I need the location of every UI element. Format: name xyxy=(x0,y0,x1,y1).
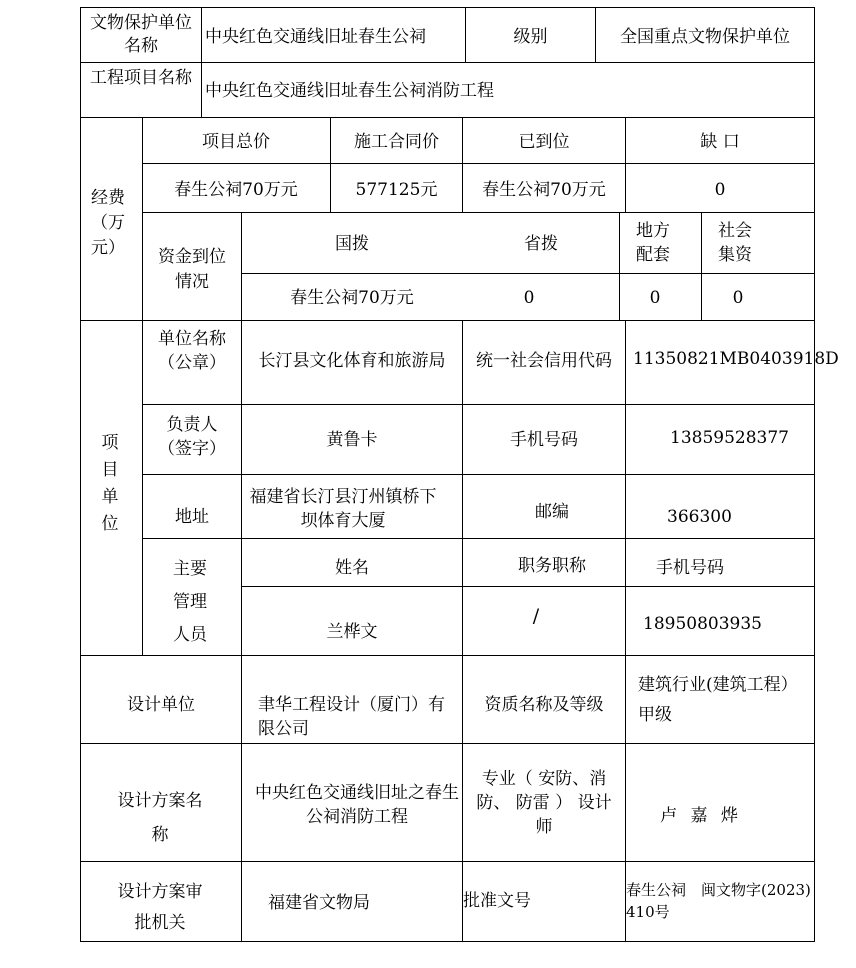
total-price: 春生公祠70万元 xyxy=(174,180,298,200)
col-label-right xyxy=(201,7,202,118)
col-total-price: 项目总价 xyxy=(202,132,270,152)
border-left xyxy=(80,7,81,942)
unit-name-label: 文物保护单位名称 xyxy=(90,13,192,56)
plan-name: 中央红色交通线旧址之春生公祠消防工程 xyxy=(255,783,459,827)
social-amount: 0 xyxy=(732,288,744,308)
qualification: 建筑行业(建筑工程）甲级 xyxy=(638,675,798,725)
approval-authority-label: 设计方案审批机关 xyxy=(117,882,203,933)
project-name-label: 工程项目名称 xyxy=(90,68,192,88)
col-local: 地方配套 xyxy=(636,221,670,265)
border-top xyxy=(80,7,815,8)
rule-8 xyxy=(142,474,815,475)
border-right xyxy=(814,7,815,942)
col-social: 社会集资 xyxy=(718,221,752,265)
rule-1 xyxy=(80,62,815,63)
design-unit: 聿华工程设计（厦门）有限公司 xyxy=(258,695,445,739)
unit-name-seal-label: 单位名称（公章） xyxy=(158,329,226,373)
plan-name-label: 设计方案名称 xyxy=(117,791,203,845)
manager-name: 兰桦文 xyxy=(326,622,378,642)
local-amount: 0 xyxy=(649,288,661,308)
rule-7 xyxy=(142,404,815,405)
address-label: 地址 xyxy=(175,507,209,527)
col-provincial: 省拨 xyxy=(524,234,558,254)
address-value: 福建省长汀县汀州镇桥下坝体育大厦 xyxy=(249,487,437,531)
project-unit-label: 项目单位 xyxy=(101,433,119,534)
col-contract-price: 施工合同价 xyxy=(354,132,439,152)
funding-label: 经费（万元） xyxy=(91,188,125,258)
unit-name: 中央红色交通线旧址春生公祠 xyxy=(205,27,426,47)
received-amount: 春生公祠70万元 xyxy=(482,180,606,200)
project-name: 中央红色交通线旧址春生公祠消防工程 xyxy=(205,81,494,101)
rule-4 xyxy=(142,212,815,213)
col-received: 已到位 xyxy=(518,132,570,152)
rule-9 xyxy=(142,538,815,539)
contract-price: 577125元 xyxy=(355,180,438,200)
leader-phone-label: 手机号码 xyxy=(510,430,578,450)
gap-amount: 0 xyxy=(714,180,726,200)
approval-authority: 福建省文物局 xyxy=(268,893,370,913)
level-value: 全国重点文物保护单位 xyxy=(620,27,790,47)
col-national: 国拨 xyxy=(335,234,369,254)
col-right xyxy=(625,320,626,942)
rule-13 xyxy=(80,861,815,862)
level-label: 级别 xyxy=(513,27,548,47)
col-manager-title: 职务职称 xyxy=(518,556,586,576)
zip-value: 366300 xyxy=(667,507,732,527)
arrival-label: 资金到位情况 xyxy=(158,247,226,292)
rule-12 xyxy=(80,743,815,744)
designer-name: 卢 嘉 烨 xyxy=(660,806,742,826)
manager-phone: 18950803935 xyxy=(643,614,762,634)
design-unit-label: 设计单位 xyxy=(127,695,195,715)
leader-name: 黄鲁卡 xyxy=(326,430,378,450)
approval-doc-label: 批准文号 xyxy=(463,891,531,911)
col-gap: 缺 口 xyxy=(700,132,740,152)
managers-label: 主要管理人员 xyxy=(173,559,207,645)
col-manager-phone: 手机号码 xyxy=(656,558,724,578)
rule-6 xyxy=(80,320,815,321)
leader-phone: 13859528377 xyxy=(670,428,789,448)
manager-title: / xyxy=(532,605,540,627)
credit-code-label: 统一社会信用代码 xyxy=(476,351,612,371)
rule-5 xyxy=(241,273,815,274)
provincial-amount: 0 xyxy=(523,288,535,308)
national-amount: 春生公祠70万元 xyxy=(290,288,414,308)
qualification-label: 资质名称及等级 xyxy=(484,695,604,715)
unit-name-value: 长汀县文化体育和旅游局 xyxy=(258,351,446,371)
approval-doc-no: 春生公祠 闽文物字(2023) 410号 xyxy=(626,881,811,921)
rule-2 xyxy=(80,117,815,118)
credit-code: 11350821MB0403918D xyxy=(633,349,839,369)
col-manager-name: 姓名 xyxy=(335,558,369,578)
col-mid xyxy=(462,320,463,942)
rule-10 xyxy=(241,586,815,587)
leader-label: 负责人（签字） xyxy=(158,415,226,459)
border-bottom xyxy=(80,941,815,942)
designer-label: 专业（ 安防、消防、 防雷 ） 设计师 xyxy=(476,769,612,837)
zip-label: 邮编 xyxy=(535,502,569,522)
rule-3 xyxy=(142,163,815,164)
rule-11 xyxy=(80,655,815,656)
